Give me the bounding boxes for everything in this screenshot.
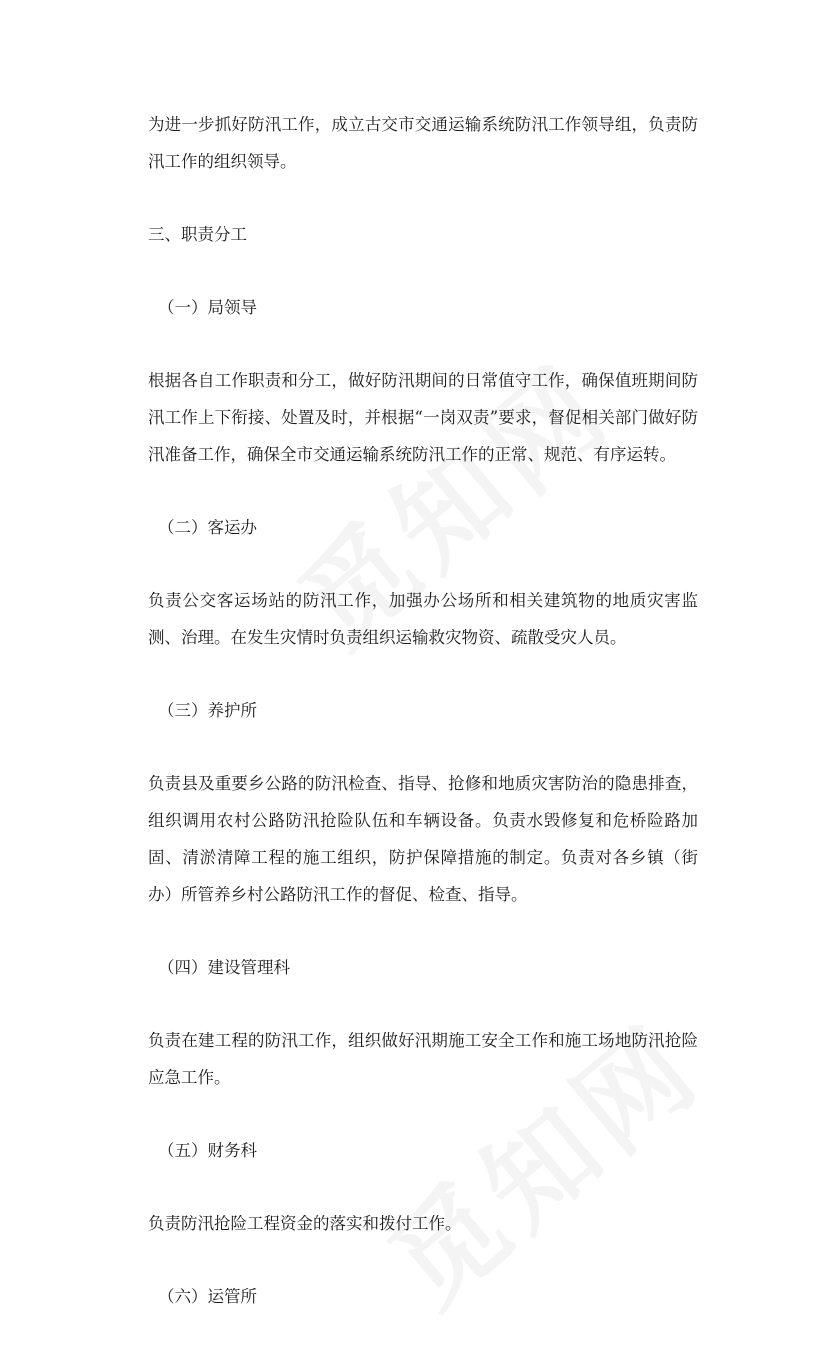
- subheading-maintenance-station: （三）养护所: [158, 701, 257, 720]
- subheading-finance: （五）财务科: [158, 1141, 257, 1160]
- subheading-transport-management: （六）运管所: [158, 1287, 257, 1306]
- paragraph-finance: 负责防汛抢险工程资金的落实和拨付工作。: [148, 1214, 462, 1233]
- paragraph-intro: 为进一步抓好防汛工作，成立古交市交通运输系统防汛工作领导组，负责防汛工作的组织领导。: [148, 115, 698, 171]
- subheading-bureau-leaders: （一）局领导: [158, 298, 257, 317]
- paragraph-passenger-office: 负责公交客运场站的防汛工作，加强办公场所和相关建筑物的地质灾害监测、治理。在发生灾情时负责组织运输救灾物资、疏散受灾人员。: [148, 591, 698, 647]
- paragraph-maintenance-station: 负责县及重要乡公路的防汛检查、指导、抢修和地质灾害防治的隐患排查，组织调用农村公路防汛抢险队伍和车辆设备。负责水毁修复和危桥险路加固、清淤清障工程的施工组织，防护保障措施的制定。负责对各乡镇（街办）所管养乡村公路防汛工作的督促、检查、指导。: [148, 774, 698, 904]
- paragraph-construction-management: 负责在建工程的防汛工作，组织做好汛期施工安全工作和施工场地防汛抢险应急工作。: [148, 1031, 698, 1087]
- document-body: [148, 106, 698, 1351]
- subheading-construction-management: （四）建设管理科: [158, 958, 290, 977]
- section-heading-responsibilities: 三、职责分工: [148, 225, 247, 244]
- paragraph-bureau-leaders: 根据各自工作职责和分工，做好防汛期间的日常值守工作，确保值班期间防汛工作上下衔接、处置及时，并根据“一岗双责”要求，督促相关部门做好防汛准备工作，确保全市交通运输系统防汛工作的正常、规范、有序运转。: [148, 371, 698, 464]
- subheading-passenger-office: （二）客运办: [158, 518, 257, 537]
